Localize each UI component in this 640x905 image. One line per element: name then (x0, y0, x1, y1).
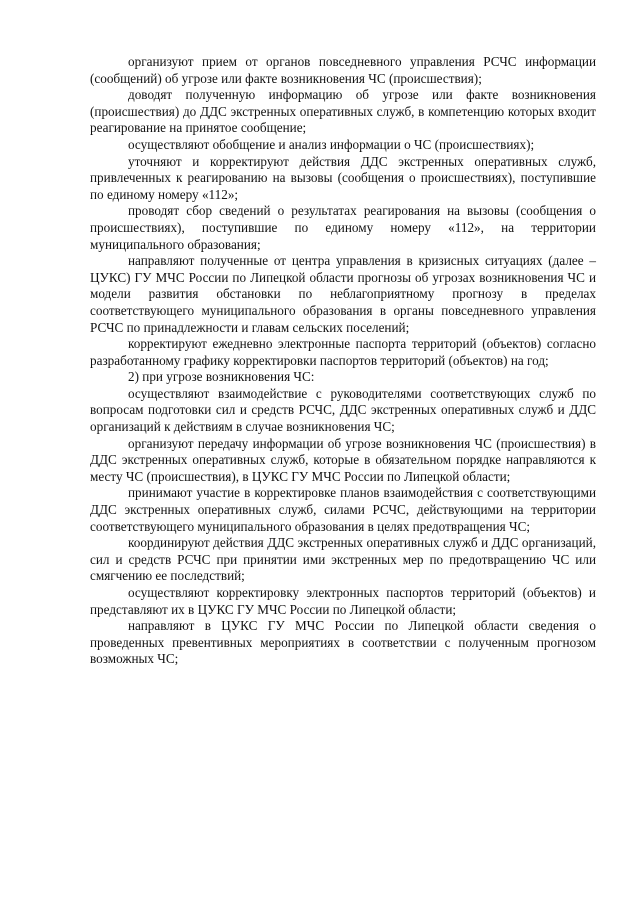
paragraph: доводят полученную информацию об угрозе или факте возникновения (происшествия) до ДДС экстренных оперативных служб, в компетенцию которых входит реагирование на принятое сообщение; (90, 87, 596, 136)
paragraph: проводят сбор сведений о результатах реагирования на вызовы (сообщения о происшествиях), поступившие по единому номеру «112», на территории муниципального образования; (90, 203, 596, 252)
paragraph: корректируют ежедневно электронные паспорта территорий (объектов) согласно разработанному графику корректировки паспортов территорий (объектов) на год; (90, 336, 596, 368)
paragraph: организуют прием от органов повседневного управления РСЧС информации (сообщений) об угрозе или факте возникновения ЧС (происшествия); (90, 54, 596, 86)
paragraph: координируют действия ДДС экстренных оперативных служб и ДДС организаций, сил и средств РСЧС при принятии ими экстренных мер по предотвращению ЧС или смягчению ее последствий; (90, 535, 596, 584)
paragraph: направляют в ЦУКС ГУ МЧС России по Липецкой области сведения о проведенных превентивных мероприятиях в соответствии с полученным прогнозом возможных ЧС; (90, 618, 596, 667)
document-page (90, 54, 596, 668)
paragraph: осуществляют обобщение и анализ информации о ЧС (происшествиях); (128, 136, 535, 152)
paragraph: осуществляют корректировку электронных паспортов территорий (объектов) и представляют их в ЦУКС ГУ МЧС России по Липецкой области; (90, 585, 596, 617)
paragraph: осуществляют взаимодействие с руководителями соответствующих служб по вопросам подготовки сил и средств РСЧС, ДДС экстренных оперативных служб и ДДС организаций к действиям в случае возникновения ЧС; (90, 385, 596, 435)
paragraph: принимают участие в корректировке планов взаимодействия с соответствующими ДДС экстренных оперативных служб, силами РСЧС, действующими на территории соответствующего муниципального образования в целях предотвращения ЧС; (90, 485, 596, 534)
section-heading: 2) при угрозе возникновения ЧС: (128, 369, 315, 385)
paragraph: направляют полученные от центра управления в кризисных ситуациях (далее – ЦУКС) ГУ МЧС России по Липецкой области прогнозы об угрозах возникновения ЧС и модели развития обстановки по неблагоприятному прогнозу в пределах соответствующего муниципального образования в органы повседневного управления РСЧС по принадлежности и главам сельских поселений; (90, 253, 596, 335)
paragraph: организуют передачу информации об угрозе возникновения ЧС (происшествия) в ДДС экстренных оперативных служб, которые в обязательном порядке направляются к месту ЧС (происшествия), в ЦУКС ГУ МЧС России по Липецкой области; (90, 435, 596, 484)
paragraph: уточняют и корректируют действия ДДС экстренных оперативных служб, привлеченных к реагированию на вызовы (сообщения о происшествиях), поступившие по единому номеру «112»; (90, 153, 596, 202)
